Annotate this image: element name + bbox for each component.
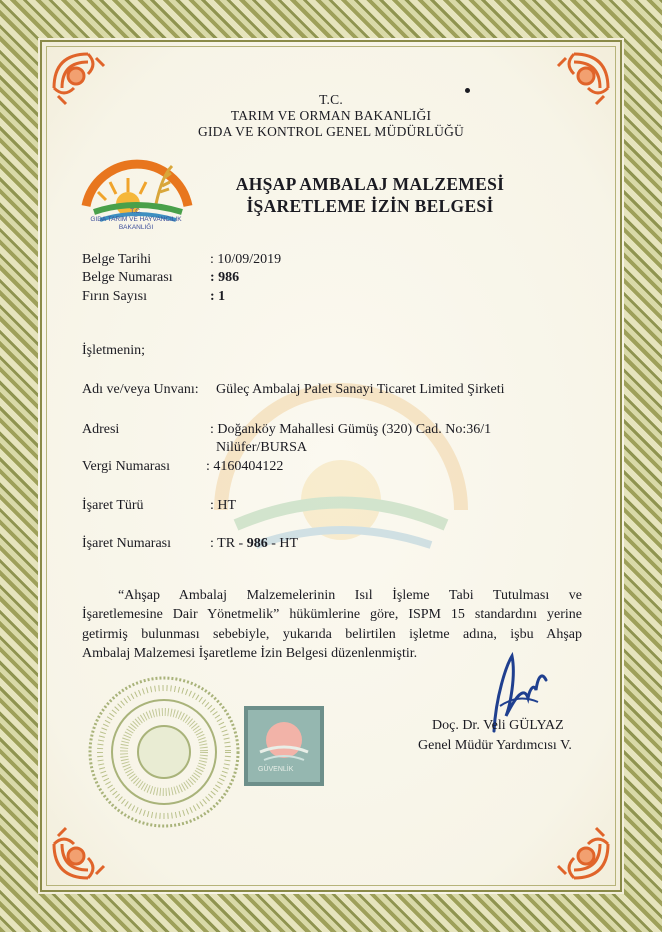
- certificate-title-line1: AHŞAP AMBALAJ MALZEMESİ: [235, 174, 505, 194]
- logo-caption-line2: GIDA TARIM VE HAYVANCILIK: [90, 216, 182, 223]
- mark-type-label: İşaret Türü: [82, 498, 144, 513]
- header-ministry: TARIM VE ORMAN BAKANLIĞI: [230, 108, 432, 123]
- hologram-label: GÜVENLİK: [258, 766, 294, 773]
- corner-ornament-icon: [536, 806, 614, 884]
- paragraph-line: İşaretlemesine Dair Yönetmelik” hükümlerine göre, ISPM 15 standardını yerine: [82, 607, 582, 623]
- logo-caption-line3: BAKANLIĞI: [118, 224, 154, 231]
- business-name-label: Adı ve/veya Unvanı:: [82, 382, 199, 397]
- mark-number-suffix: - HT: [267, 536, 299, 551]
- mark-number-label: İşaret Numarası: [82, 536, 172, 551]
- tax-number-label: Vergi Numarası: [82, 459, 170, 474]
- business-name-value: Güleç Ambalaj Palet Sanayi Ticaret Limited Şirketi: [216, 382, 505, 397]
- date-label: Belge Tarihi: [82, 252, 152, 267]
- mark-number-bold: 986: [246, 536, 268, 551]
- header-directorate: GIDA VE KONTROL GENEL MÜDÜRLÜĞÜ: [198, 124, 464, 139]
- security-hologram-icon: [244, 706, 324, 786]
- signatory-role: Genel Müdür Yardımcısı V.: [418, 738, 572, 753]
- mark-type-value: : HT: [210, 498, 237, 513]
- oven-count-label: Fırın Sayısı: [82, 289, 147, 304]
- oven-count-value: : 1: [210, 289, 226, 304]
- logo-caption: [76, 208, 196, 232]
- tax-number-value: : 4160404122: [206, 459, 284, 474]
- mark-number-value: [210, 536, 298, 552]
- address-line1: : Doğanköy Mahallesi Gümüş (320) Cad. No:36/1: [210, 422, 492, 437]
- date-value: : 10/09/2019: [210, 252, 282, 267]
- business-intro: İşletmenin;: [82, 343, 145, 358]
- address-label: Adresi: [82, 422, 120, 437]
- certificate-title-line2: İŞARETLEME İZİN BELGESİ: [246, 196, 494, 216]
- number-label: Belge Numarası: [82, 270, 173, 285]
- paragraph-line: getirmiş bulunması sebebiyle, yukarıda belirtilen işletme adına, işbu Ahşap: [82, 626, 582, 642]
- header-tc: T.C.: [319, 92, 343, 107]
- official-seal-icon: [86, 674, 242, 830]
- number-value: : 986: [210, 270, 240, 285]
- logo-caption-line1: T.C.: [130, 208, 142, 215]
- mark-number-prefix: : TR -: [210, 536, 247, 551]
- paragraph-line: “Ahşap Ambalaj Malzemelerinin Isıl İşleme Tabi Tutulması ve: [118, 588, 582, 603]
- address-line2: Nilüfer/BURSA: [216, 440, 307, 455]
- signatory-name: Doç. Dr. Veli GÜLYAZ: [432, 718, 564, 733]
- paragraph-line: Ambalaj Malzemesi İşaretleme İzin Belgesi düzenlenmiştir.: [82, 646, 418, 662]
